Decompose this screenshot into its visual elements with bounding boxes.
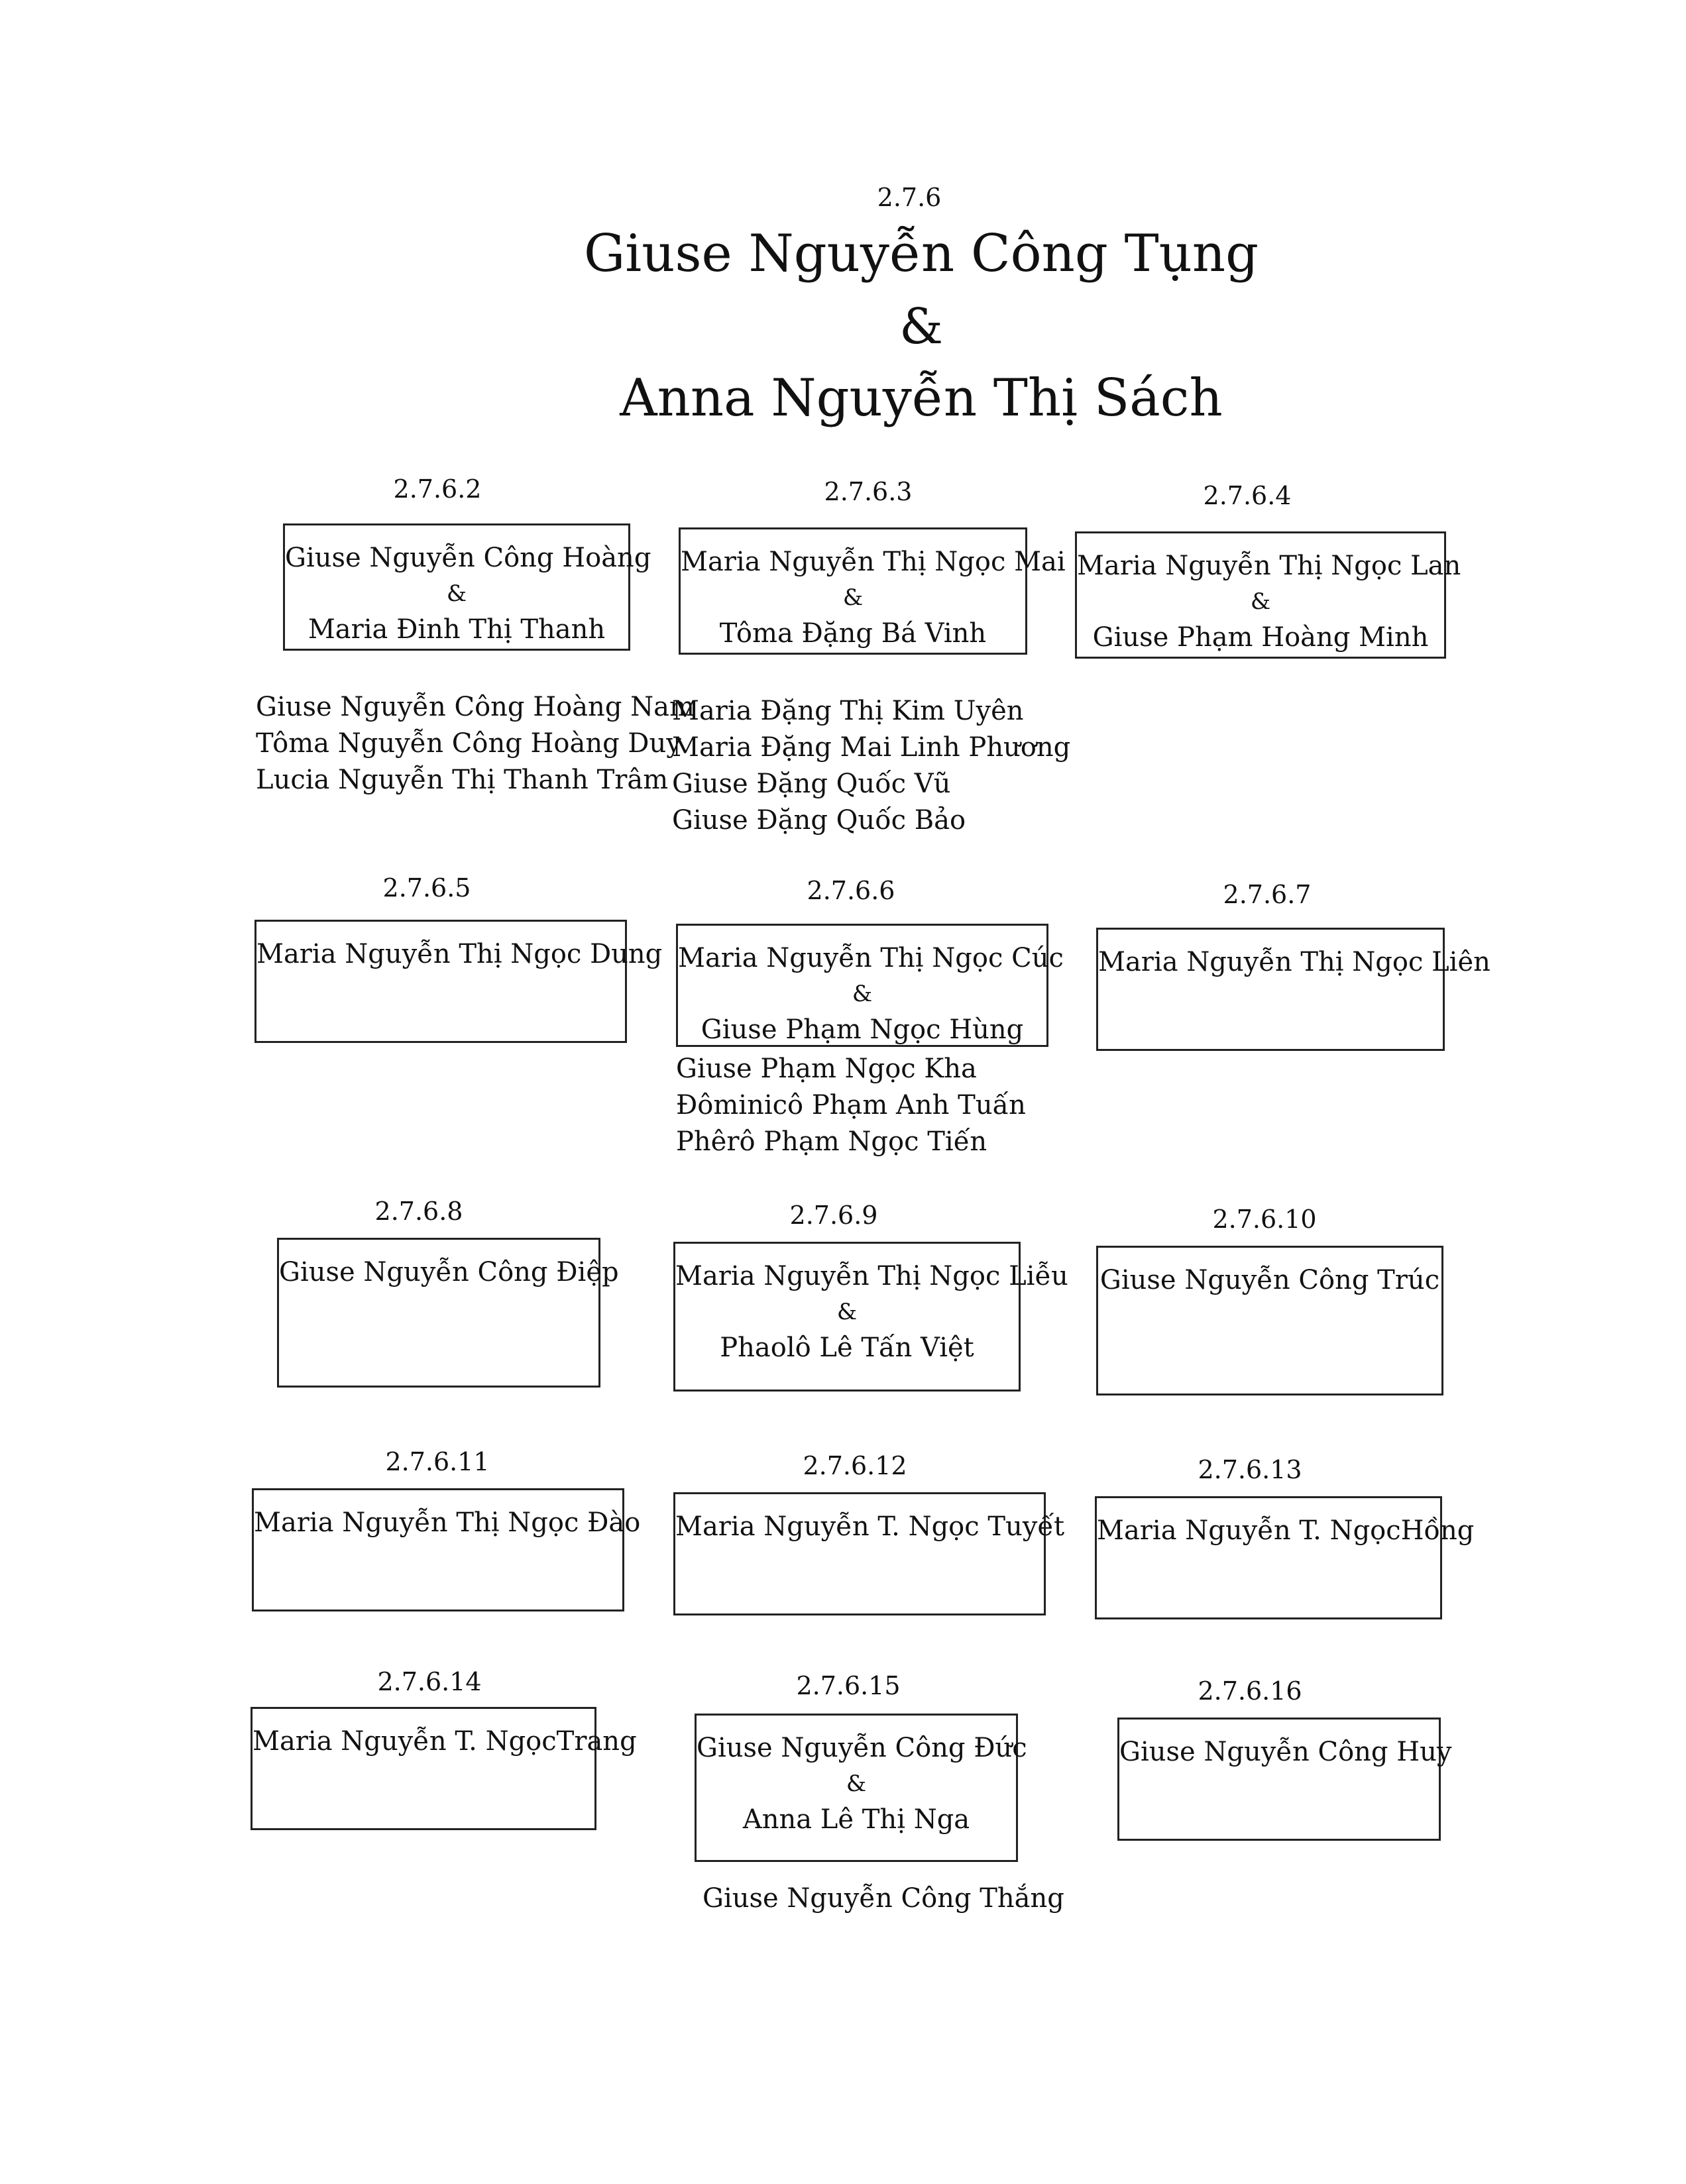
family-box [1075,531,1461,659]
family-head: Maria Nguyễn Thị Ngọc Liễu [675,1261,1068,1291]
family-box [277,1238,619,1388]
child-name: Giuse Phạm Ngọc Kha [676,1054,977,1084]
family-head: Giuse Nguyễn Công Huy [1119,1737,1452,1767]
family-id: 2.7.6.3 [824,477,913,506]
family-box [1117,1718,1452,1841]
family-box [251,1707,637,1830]
ampersand: & [446,580,467,607]
family-id: 2.7.6.8 [374,1197,463,1226]
child-name: Giuse Nguyễn Công Hoàng Nam [256,692,695,722]
family-head: Giuse Nguyễn Công Trúc [1099,1265,1440,1295]
family-box [1095,1496,1475,1619]
children-list [702,1881,1064,1917]
family-box [676,924,1064,1047]
root-ampersand: & [899,298,943,355]
child-name: Lucia Nguyễn Thị Thanh Trâm [256,765,669,795]
ampersand: & [1250,588,1271,615]
family-id: 2.7.6.16 [1198,1676,1302,1706]
root-family-id: 2.7.6 [877,183,942,212]
ampersand: & [836,1299,858,1325]
family-id: 2.7.6.14 [377,1667,482,1696]
ampersand: & [852,981,873,1007]
family-spouse: Tôma Đặng Bá Vinh [719,618,987,649]
family-box [1096,1246,1443,1395]
family-head: Maria Nguyễn Thị Ngọc Mai [681,547,1066,577]
root-husband-name: Giuse Nguyễn Công Tụng [584,224,1259,284]
family-head: Maria Nguyễn T. Ngọc Tuyết [675,1511,1065,1542]
children-list [256,689,695,798]
family-id: 2.7.6.11 [385,1447,490,1476]
family-head: Giuse Nguyễn Công Điệp [279,1257,619,1287]
family-box [1096,928,1490,1051]
family-id: 2.7.6.4 [1203,481,1292,510]
family-box [679,527,1066,655]
family-id: 2.7.6.2 [393,474,482,504]
family-head: Giuse Nguyễn Công Đức [697,1733,1027,1763]
child-name: Đôminicô Phạm Anh Tuấn [676,1090,1026,1120]
family-id: 2.7.6.7 [1223,880,1312,909]
family-spouse: Giuse Phạm Ngọc Hùng [701,1014,1024,1045]
family-id: 2.7.6.15 [796,1671,901,1700]
family-id: 2.7.6.13 [1198,1455,1302,1484]
children-list [676,1051,1026,1160]
family-spouse: Phaolô Lê Tấn Việt [720,1333,974,1363]
child-name: Maria Đặng Thị Kim Uyên [672,696,1024,726]
family-id: 2.7.6.12 [803,1451,907,1480]
family-head: Maria Nguyễn T. NgọcHồng [1097,1515,1475,1546]
family-head: Giuse Nguyễn Công Hoàng [285,543,651,573]
family-id: 2.7.6.10 [1212,1205,1317,1234]
ampersand: & [846,1771,867,1797]
family-spouse: Giuse Phạm Hoàng Minh [1092,622,1429,653]
family-head: Maria Nguyễn Thị Ngọc Đào [254,1507,641,1538]
family-head: Maria Nguyễn T. NgọcTrang [253,1726,637,1757]
family-head: Maria Nguyễn Thị Ngọc Cúc [678,943,1064,973]
family-spouse: Maria Đinh Thị Thanh [308,614,606,645]
family-box [673,1242,1068,1392]
child-name: Tôma Nguyễn Công Hoàng Duy [256,728,681,759]
family-head: Maria Nguyễn Thị Ngọc Lan [1077,551,1461,581]
child-name: Maria Đặng Mai Linh Phương [672,732,1071,763]
children-list [672,693,1070,839]
family-id: 2.7.6.6 [807,876,895,905]
family-spouse: Anna Lê Thị Nga [742,1804,970,1835]
family-box [252,1488,641,1611]
family-box [673,1492,1065,1615]
family-id: 2.7.6.9 [789,1201,878,1230]
child-name: Giuse Nguyễn Công Thắng [702,1883,1064,1914]
family-box [695,1714,1027,1862]
child-name: Giuse Đặng Quốc Vũ [672,769,951,799]
ampersand: & [842,584,864,611]
family-box [254,920,663,1043]
root-wife-name: Anna Nguyễn Thị Sách [620,368,1223,428]
family-box [283,523,651,651]
family-id: 2.7.6.5 [382,873,471,902]
family-head: Maria Nguyễn Thị Ngọc Dung [256,939,663,969]
child-name: Giuse Đặng Quốc Bảo [672,805,966,836]
child-name: Phêrô Phạm Ngọc Tiến [676,1126,987,1157]
family-head: Maria Nguyễn Thị Ngọc Liên [1098,947,1490,977]
